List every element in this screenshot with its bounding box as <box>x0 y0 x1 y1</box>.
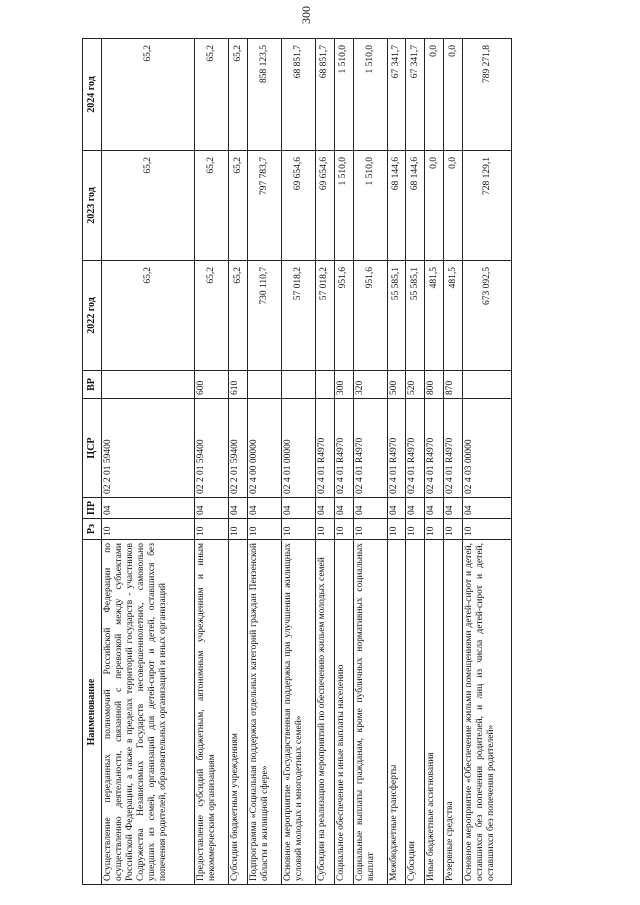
row-vr: 870 <box>444 371 463 399</box>
row-2024: 0,0 <box>444 39 463 151</box>
column-header-pr: ПР <box>83 498 102 519</box>
column-header-2023: 2023 год <box>83 151 102 261</box>
row-csr: 02 2 01 59400 <box>195 399 229 498</box>
row-2022: 57 018,2 <box>281 261 315 371</box>
row-2023: 65,2 <box>195 151 229 261</box>
row-2024: 68 851,7 <box>315 39 334 151</box>
row-2022: 481,5 <box>425 261 444 371</box>
row-name: Осуществление переданных полномочий Российской Федерации по осуществлению деятельности, связанной с перевозкой между субъектами Российской Федерации, а также в пределах территорий государств - участников Содружества Независимых Государств несовершеннолетних, самовольно ушедших из семей, организаций для детей-сирот и детей, оставшихся без попечения родителей, образовательных организаций и иных организаций <box>102 540 195 885</box>
row-name: Основное мероприятие «Государственная поддержка при улучшении жилищных условий молодых и многодетных семей» <box>281 540 315 885</box>
table-row <box>195 39 229 885</box>
row-pr: 04 <box>334 498 353 519</box>
row-2024: 0,0 <box>425 39 444 151</box>
budget-table-rotated <box>82 39 512 885</box>
row-2023: 65,2 <box>229 151 248 261</box>
row-2022: 730 110,7 <box>248 261 282 371</box>
row-rz: 10 <box>315 519 334 540</box>
row-2023: 1 510,0 <box>334 151 353 261</box>
row-2022: 481,5 <box>444 261 463 371</box>
column-header-vr: ВР <box>83 371 102 399</box>
row-2024: 67 341,7 <box>406 39 425 151</box>
row-2022: 55 585,1 <box>406 261 425 371</box>
row-rz: 10 <box>334 519 353 540</box>
row-rz: 10 <box>444 519 463 540</box>
row-pr: 04 <box>387 498 406 519</box>
row-2022: 65,2 <box>195 261 229 371</box>
row-2022: 673 092,5 <box>463 261 512 371</box>
row-csr: 02 4 01 R4970 <box>353 399 387 498</box>
row-csr: 02 4 03 00000 <box>463 399 512 498</box>
row-pr: 04 <box>229 498 248 519</box>
column-header-2022: 2022 год <box>83 261 102 371</box>
row-2023: 1 510,0 <box>353 151 387 261</box>
row-pr: 04 <box>102 498 195 519</box>
row-2023: 69 654,6 <box>315 151 334 261</box>
row-pr: 04 <box>444 498 463 519</box>
table-row <box>229 39 248 885</box>
table-row <box>387 39 406 885</box>
row-csr: 02 4 01 00000 <box>281 399 315 498</box>
row-name: Резервные средства <box>444 540 463 885</box>
row-rz: 10 <box>406 519 425 540</box>
row-name: Субсидии <box>406 540 425 885</box>
row-name: Субсидии бюджетным учреждениям <box>229 540 248 885</box>
table-row <box>334 39 353 885</box>
table-row <box>353 39 387 885</box>
row-csr: 02 4 01 R4970 <box>315 399 334 498</box>
row-2022: 55 585,1 <box>387 261 406 371</box>
row-vr: 320 <box>353 371 387 399</box>
table-row <box>315 39 334 885</box>
row-2023: 65,2 <box>102 151 195 261</box>
row-rz: 10 <box>102 519 195 540</box>
row-csr: 02 4 01 R4970 <box>387 399 406 498</box>
row-pr: 04 <box>248 498 282 519</box>
row-2024: 65,2 <box>195 39 229 151</box>
row-name: Субсидии на реализацию мероприятий по обеспечению жильем молодых семей <box>315 540 334 885</box>
row-pr: 04 <box>425 498 444 519</box>
budget-table <box>82 38 512 885</box>
row-vr <box>248 371 282 399</box>
table-row <box>102 39 195 885</box>
row-2024: 65,2 <box>102 39 195 151</box>
row-name: Иные бюджетные ассигнования <box>425 540 444 885</box>
column-header-2024: 2024 год <box>83 39 102 151</box>
row-rz: 10 <box>248 519 282 540</box>
row-vr: 300 <box>334 371 353 399</box>
row-name: Социальное обеспечение и иные выплаты населению <box>334 540 353 885</box>
row-vr: 610 <box>229 371 248 399</box>
row-csr: 02 4 01 R4970 <box>425 399 444 498</box>
row-pr: 04 <box>463 498 512 519</box>
column-header-rz: Рз <box>83 519 102 540</box>
row-2022: 65,2 <box>229 261 248 371</box>
row-rz: 10 <box>281 519 315 540</box>
row-2022: 951,6 <box>353 261 387 371</box>
row-vr <box>315 371 334 399</box>
row-2024: 1 510,0 <box>353 39 387 151</box>
row-2023: 0,0 <box>444 151 463 261</box>
row-2024: 68 851,7 <box>281 39 315 151</box>
row-2022: 65,2 <box>102 261 195 371</box>
row-csr: 02 4 01 R4970 <box>334 399 353 498</box>
row-2023: 68 144,6 <box>406 151 425 261</box>
row-2024: 858 123,5 <box>248 39 282 151</box>
table-row <box>248 39 282 885</box>
row-rz: 10 <box>387 519 406 540</box>
row-2022: 57 018,2 <box>315 261 334 371</box>
table-row <box>406 39 425 885</box>
row-pr: 04 <box>406 498 425 519</box>
row-2024: 1 510,0 <box>334 39 353 151</box>
row-name: Межбюджетные трансферты <box>387 540 406 885</box>
table-row <box>444 39 463 885</box>
row-2022: 951,6 <box>334 261 353 371</box>
row-2023: 0,0 <box>425 151 444 261</box>
row-vr <box>102 371 195 399</box>
row-name: Подпрограмма «Социальная поддержка отдельных категорий граждан Пензенской области в жилищной сфере» <box>248 540 282 885</box>
row-vr: 500 <box>387 371 406 399</box>
row-rz: 10 <box>425 519 444 540</box>
row-2023: 69 654,6 <box>281 151 315 261</box>
row-rz: 10 <box>229 519 248 540</box>
row-csr: 02 2 01 59400 <box>102 399 195 498</box>
row-rz: 10 <box>195 519 229 540</box>
row-vr: 800 <box>425 371 444 399</box>
row-pr: 04 <box>195 498 229 519</box>
row-2023: 797 783,7 <box>248 151 282 261</box>
row-name: Основное мероприятие «Обеспечение жильми помещениями детей-сирот и детей, оставшихся без попечения родителей, и лиц из числа детей-сирот и детей, оставшихся без попечения родителей» <box>463 540 512 885</box>
table-row <box>281 39 315 885</box>
row-vr: 520 <box>406 371 425 399</box>
row-vr <box>463 371 512 399</box>
row-csr: 02 4 01 R4970 <box>444 399 463 498</box>
row-name: Социальные выплаты гражданам, кроме публичных нормативных социальных выплат <box>353 540 387 885</box>
row-pr: 04 <box>315 498 334 519</box>
row-vr: 600 <box>195 371 229 399</box>
column-header-csr: ЦСР <box>83 399 102 498</box>
row-2024: 65,2 <box>229 39 248 151</box>
table-header-row <box>83 39 102 885</box>
row-pr: 04 <box>281 498 315 519</box>
column-header-name: Наименование <box>83 540 102 885</box>
row-vr <box>281 371 315 399</box>
row-2024: 67 341,7 <box>387 39 406 151</box>
row-2024: 789 271,8 <box>463 39 512 151</box>
row-2023: 68 144,6 <box>387 151 406 261</box>
row-csr: 02 4 01 R4970 <box>406 399 425 498</box>
row-pr: 04 <box>353 498 387 519</box>
table-row <box>463 39 512 885</box>
row-csr: 02 4 00 00000 <box>248 399 282 498</box>
table-row <box>425 39 444 885</box>
row-rz: 10 <box>463 519 512 540</box>
row-2023: 728 129,1 <box>463 151 512 261</box>
row-name: Предоставление субсидий бюджетным, автономным учреждениям и иным некоммерческим организациям <box>195 540 229 885</box>
page-number: 300 <box>298 6 313 24</box>
row-csr: 02 2 01 59400 <box>229 399 248 498</box>
row-rz: 10 <box>353 519 387 540</box>
